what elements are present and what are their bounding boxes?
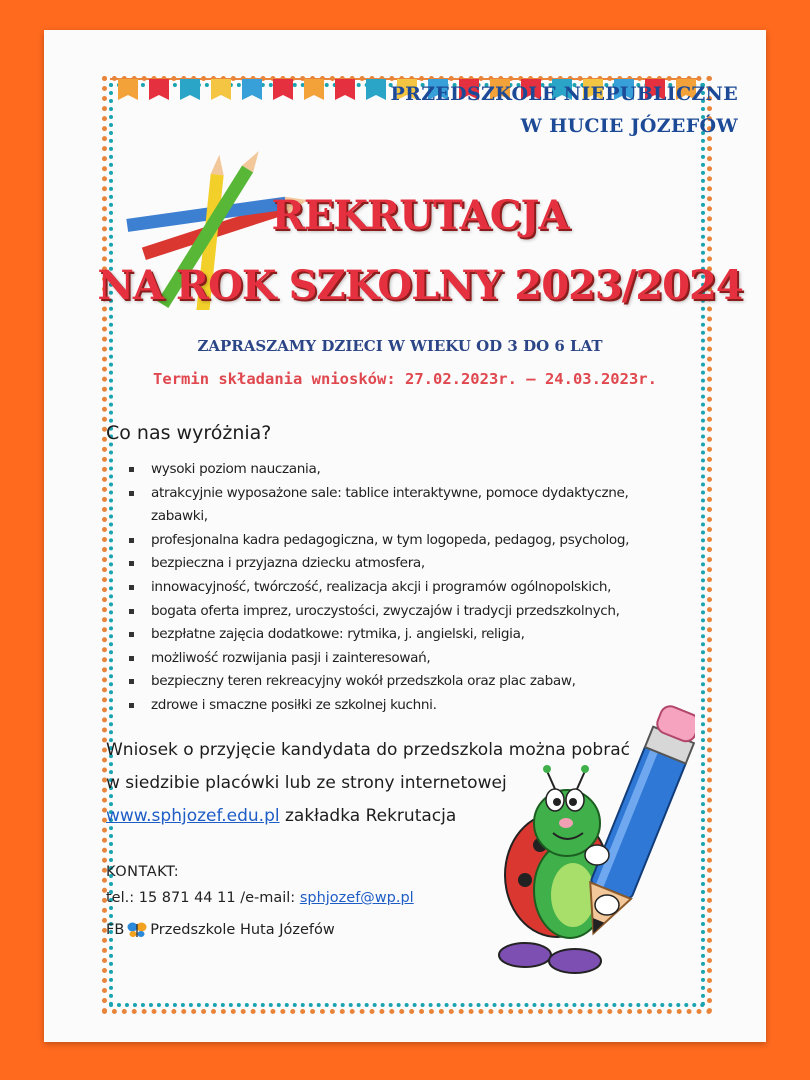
title-school-year: NA ROK SZKOLNY 2023/2024 — [97, 262, 743, 309]
school-name-line1: PRZEDSZKOLE NIEPUBLICZNE — [390, 83, 738, 105]
butterfly-icon — [127, 922, 147, 938]
features-list — [126, 458, 686, 718]
bunting-flag — [118, 79, 138, 100]
contact-heading: KONTAKT: — [106, 864, 180, 880]
bunting-flag — [180, 79, 200, 100]
list-item: bezpieczny teren rekreacyjny wokół przedszkola oraz plac zabaw, — [126, 670, 686, 694]
bunting-flag — [149, 79, 169, 100]
deadline-text: Termin składania wniosków: 27.02.2023r. – 24.03.2023r. — [153, 370, 657, 388]
list-item: profesjonalna kadra pedagogiczna, w tym logopeda, pedagog, psycholog, — [126, 529, 686, 553]
fb-label: FB — [106, 922, 125, 938]
title-recruitment: REKRUTACJA — [271, 192, 569, 239]
list-item: bogata oferta imprez, uroczystości, zwyczajów i tradycji przedszkolnych, — [126, 600, 686, 624]
application-line2: w siedzibie placówki lub ze strony internetowej — [106, 773, 507, 793]
website-suffix: zakładka Rekrutacja — [279, 806, 457, 826]
list-item: innowacyjność, twórczość, realizacja akcji i programów ogólnopolskich, — [126, 576, 686, 600]
features-heading: Co nas wyróżnia? — [106, 422, 272, 444]
list-item: możliwość rozwijania pasji i zainteresowań, — [126, 647, 686, 671]
phone-text: tel.: 15 871 44 11 /e-mail: — [106, 890, 300, 906]
bunting-flag — [211, 79, 231, 100]
list-item: bezpieczna i przyjazna dziecku atmosfera, — [126, 552, 686, 576]
list-item: zdrowe i smaczne posiłki ze szkolnej kuchni. — [126, 694, 686, 718]
facebook-line — [106, 922, 335, 938]
bunting-flag — [366, 79, 386, 100]
website-link[interactable]: www.sphjozef.edu.pl — [106, 806, 280, 826]
email-link[interactable]: sphjozef@wp.pl — [299, 890, 414, 906]
list-item: atrakcyjnie wyposażone sale: tablice interaktywne, pomoce dydaktyczne, zabawki, — [126, 482, 686, 529]
bunting-flag — [304, 79, 324, 100]
bunting-flag — [273, 79, 293, 100]
list-item: bezpłatne zajęcia dodatkowe: rytmika, j. angielski, religia, — [126, 623, 686, 647]
application-line1: Wniosek o przyjęcie kandydata do przedszkola można pobrać — [106, 740, 630, 760]
list-item: wysoki poziom nauczania, — [126, 458, 686, 482]
school-name — [391, 78, 738, 142]
bunting-flag — [335, 79, 355, 100]
fb-page-name: Przedszkole Huta Józefów — [150, 922, 335, 938]
contact-line — [106, 890, 414, 906]
bunting-flag — [242, 79, 262, 100]
invite-text: ZAPRASZAMY DZIECI W WIEKU OD 3 DO 6 LAT — [197, 337, 603, 355]
ladybug-pencil-mascot — [495, 705, 695, 980]
school-name-line2: W HUCIE JÓZEFÓW — [520, 115, 738, 137]
